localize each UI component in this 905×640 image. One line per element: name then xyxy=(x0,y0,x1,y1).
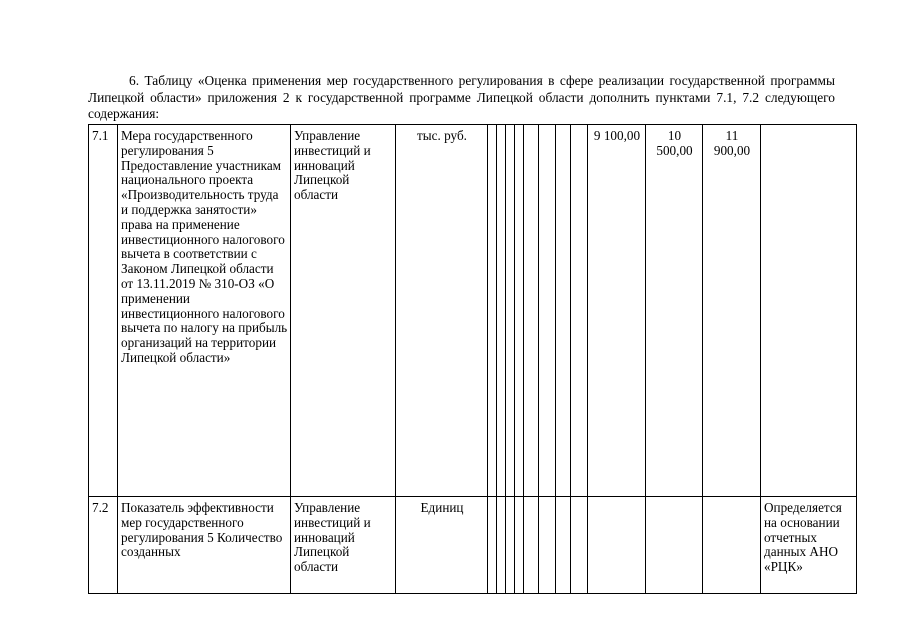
row-number: 7.1 xyxy=(89,125,118,497)
empty-cell xyxy=(556,497,571,594)
empty-cell xyxy=(506,125,515,497)
table-row-7-2 xyxy=(89,497,857,594)
measure-cell: Показатель эффективности мер государственного регулирования 5 Количество созданных xyxy=(118,497,291,594)
regulation-table xyxy=(88,124,857,594)
intro-paragraph xyxy=(88,73,835,123)
empty-cell xyxy=(515,497,524,594)
empty-cell xyxy=(539,125,556,497)
empty-cell xyxy=(539,497,556,594)
value-cell-2 xyxy=(646,497,703,594)
unit-cell: тыс. руб. xyxy=(396,125,488,497)
empty-cell xyxy=(497,125,506,497)
empty-cell xyxy=(497,497,506,594)
measure-cell: Мера государственного регулирования 5 Предоставление участникам национального проекта «Производительность труда и поддержка занятости» права на применение инвестиционного налогового вычета в соответствии с Законом Липецкой области от 13.11.2019 № 310-ОЗ «О применении инвестиционного налогового вычета по налогу на прибыль организаций на территории Липецкой области» xyxy=(118,125,291,497)
empty-cell xyxy=(556,125,571,497)
intro-text: 6. Таблицу «Оценка применения мер государственного регулирования в сфере реализации государственной программы Липецкой области» приложения 2 к государственной программе Липецкой области дополнить пунктами 7.1, 7.2 следующего содержания: xyxy=(88,73,835,122)
note-cell: Определяется на основании отчетных данных АНО «РЦК» xyxy=(761,497,857,594)
empty-cell xyxy=(488,497,497,594)
empty-cell xyxy=(506,497,515,594)
empty-cell xyxy=(571,125,588,497)
empty-cell xyxy=(524,125,539,497)
executor-cell: Управление инвестиций и инноваций Липецкой области xyxy=(291,497,396,594)
unit-cell: Единиц xyxy=(396,497,488,594)
executor-cell: Управление инвестиций и инноваций Липецкой области xyxy=(291,125,396,497)
row-number: 7.2 xyxy=(89,497,118,594)
empty-cell xyxy=(524,497,539,594)
value-cell-2: 10 500,00 xyxy=(646,125,703,497)
table-row-7-1 xyxy=(89,125,857,497)
value-cell-1: 9 100,00 xyxy=(588,125,646,497)
value-cell-1 xyxy=(588,497,646,594)
empty-cell xyxy=(571,497,588,594)
value-cell-3: 11 900,00 xyxy=(703,125,761,497)
empty-cell xyxy=(488,125,497,497)
empty-cell xyxy=(515,125,524,497)
note-cell xyxy=(761,125,857,497)
value-cell-3 xyxy=(703,497,761,594)
